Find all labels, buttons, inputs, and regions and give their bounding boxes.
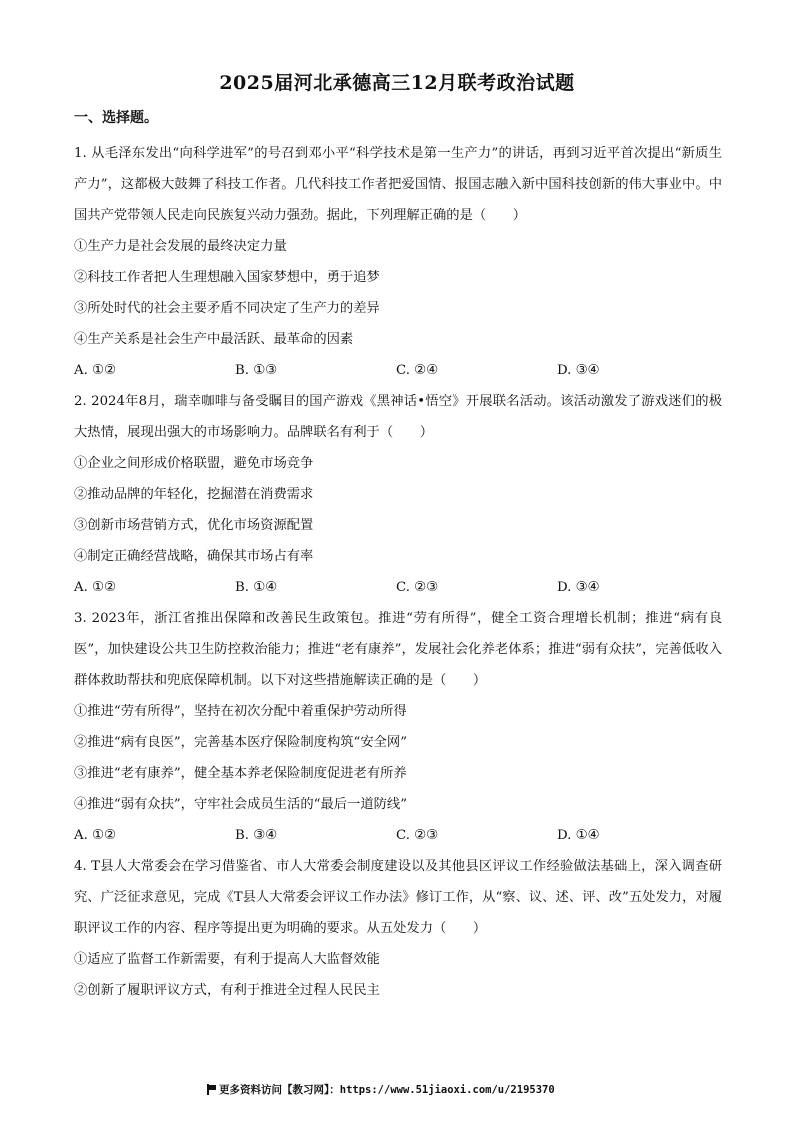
choice-a: A. ①② xyxy=(74,580,116,595)
question-option: ①生产力是社会发展的最终决定力量 xyxy=(74,239,287,254)
question-option: ②推动品牌的年轻化，挖掘潜在消费需求 xyxy=(74,487,314,502)
question-option: ④推进“弱有众扶”，守牢社会成员生活的“最后一道防线” xyxy=(74,797,408,812)
choice-b: B. ①③ xyxy=(235,363,278,378)
section-heading: 一、选择题。 xyxy=(74,110,158,126)
question-list xyxy=(74,138,722,1006)
question-option: ②推进“病有良医”，完善基本医疗保险制度构筑“安全网” xyxy=(74,735,408,750)
choice-d: D. ③④ xyxy=(557,363,600,378)
answer-choices xyxy=(74,572,722,603)
footer-text[interactable]: 更多资料访问【教习网】：https://www.51jiaoxi.com/u/2195370 xyxy=(219,1084,555,1096)
choice-a: A. ①② xyxy=(74,363,116,378)
question-1 xyxy=(74,138,722,386)
question-4 xyxy=(74,851,722,1006)
answer-choices xyxy=(74,820,722,851)
question-stem: 2. 2024年8月，瑞幸咖啡与备受瞩目的国产游戏《黑神话•悟空》开展联名活动。该活动激发了游戏迷们的极大热情，展现出强大的市场影响力。品牌联名有利于（ ） xyxy=(74,394,722,440)
question-option: ④制定正确经营战略，确保其市场占有率 xyxy=(74,549,314,564)
question-2 xyxy=(74,386,722,603)
footer-link[interactable] xyxy=(206,1082,555,1097)
question-option: ②科技工作者把人生理想融入国家梦想中，勇于追梦 xyxy=(74,270,380,285)
choice-b: B. ③④ xyxy=(235,828,278,843)
question-option: ③所处时代的社会主要矛盾不同决定了生产力的差异 xyxy=(74,301,380,316)
question-option: ③创新市场营销方式，优化市场资源配置 xyxy=(74,518,314,533)
page-title: 2025届河北承德高三12月联考政治试题 xyxy=(219,72,575,94)
question-option: ①企业之间形成价格联盟，避免市场竞争 xyxy=(74,456,314,471)
choice-b: B. ①④ xyxy=(235,580,278,595)
choice-d: D. ③④ xyxy=(557,580,600,595)
question-stem: 1. 从毛泽东发出“向科学进军”的号召到邓小平“科学技术是第一生产力”的讲话，再到习近平首次提出“新质生产力”，这都极大鼓舞了科技工作者。几代科技工作者把爱国情、报国志融入新中国科技创新的伟大事业中。中国共产党带领人民走向民族复兴动力强劲。据此，下列理解正确的是（ ） xyxy=(74,146,722,223)
question-stem: 3. 2023年，浙江省推出保障和改善民生政策包。推进“劳有所得”，健全工资合理增长机制；推进“病有良医”，加快建设公共卫生防控救治能力；推进“老有康养”，发展社会化养老体系；推进“弱有众扶”，完善低收入群体救助帮扶和兜底保障机制。以下对这些措施解读正确的是（ ） xyxy=(74,611,722,688)
choice-c: C. ②③ xyxy=(396,828,438,843)
question-option: ①推进“劳有所得”，坚持在初次分配中着重保护劳动所得 xyxy=(74,704,407,719)
question-option: ①适应了监督工作新需要，有利于提高人大监督效能 xyxy=(74,952,380,967)
choice-a: A. ①② xyxy=(74,828,116,843)
question-option: ④生产关系是社会生产中最活跃、最革命的因素 xyxy=(74,332,354,347)
question-option: ②创新了履职评议方式，有利于推进全过程人民民主 xyxy=(74,983,380,998)
question-3 xyxy=(74,603,722,851)
question-stem: 4. T县人大常委会在学习借鉴省、市人大常委会制度建设以及其他县区评议工作经验做法基础上，深入调查研究、广泛征求意见，完成《T县人大常委会评议工作办法》修订工作，从“察、议、述、评、改”五处发力，对履职评议工作的内容、程序等提出更为明确的要求。从五处发力（ ） xyxy=(74,859,722,936)
choice-d: D. ①④ xyxy=(557,828,600,843)
flag-icon xyxy=(206,1084,216,1095)
answer-choices xyxy=(74,355,722,386)
choice-c: C. ②③ xyxy=(396,580,438,595)
question-option: ③推进“老有康养”，健全基本养老保险制度促进老有所养 xyxy=(74,766,407,781)
choice-c: C. ②④ xyxy=(396,363,438,378)
